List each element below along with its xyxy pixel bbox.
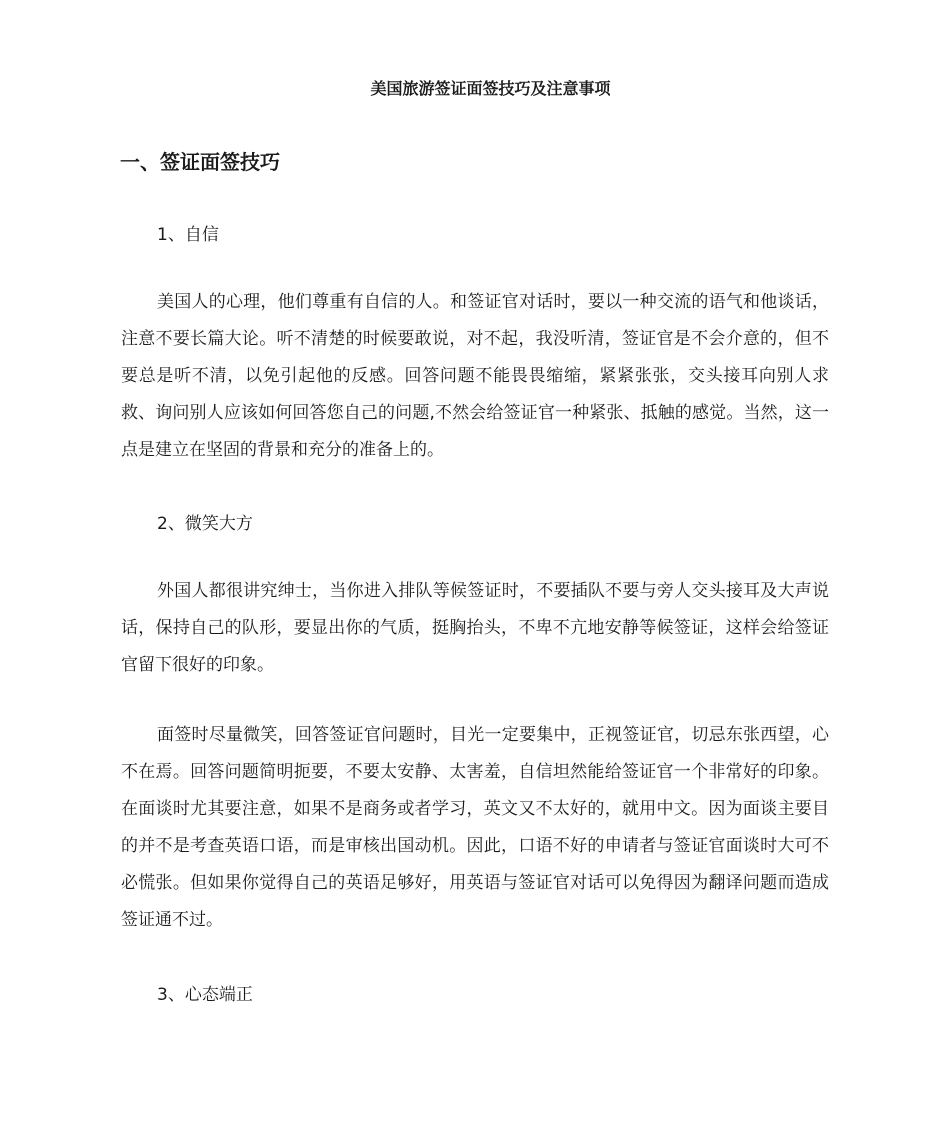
document-title: 美国旅游签证面签技巧及注意事项: [370, 79, 611, 98]
paragraph-confidence: 美国人的心理，他们尊重有自信的人。和签证官对话时，要以一种交流的语气和他谈话，注意不要长篇大论。听不清楚的时候要敢说，对不起，我没听清，签证官是不会介意的，但不要总是听不清，以免引起他的反感。回答问题不能畏畏缩缩，紧紧张张，交头接耳向别人求救、询问别人应该如何回答您自己的问题,不然会给签证官一种紧张、抵触的感觉。当然，这一点是建立在坚固的背景和充分的准备上的。: [121, 292, 829, 460]
subheading-attitude: 3、心态端正: [157, 985, 253, 1005]
subheading-smile: 2、微笑大方: [157, 514, 253, 534]
paragraph-interview-smile: 面签时尽量微笑，回答签证官问题时，目光一定要集中，正视签证官，切忌东张西望，心不在焉。回答问题简明扼要，不要太安静、太害羞，自信坦然能给签证官一个非常好的印象。在面谈时尤其要注意，如果不是商务或者学习，英文又不太好的，就用中文。因为面谈主要目的并不是考查英语口语，而是审核出国动机。因此，口语不好的申请者与签证官面谈时大可不必慌张。但如果你觉得自己的英语足够好，用英语与签证官对话可以免得因为翻译问题而造成签证通不过。: [121, 725, 829, 930]
section-heading-interview-tips: 一、签证面签技巧: [120, 150, 280, 174]
subheading-confidence: 1、自信: [157, 225, 219, 245]
paragraph-queue-manners: 外国人都很讲究绅士，当你进入排队等候签证时，不要插队不要与旁人交头接耳及大声说话，保持自己的队形，要显出你的气质，挺胸抬头，不卑不亢地安静等候签证，这样会给签证官留下很好的印象。: [121, 581, 829, 675]
